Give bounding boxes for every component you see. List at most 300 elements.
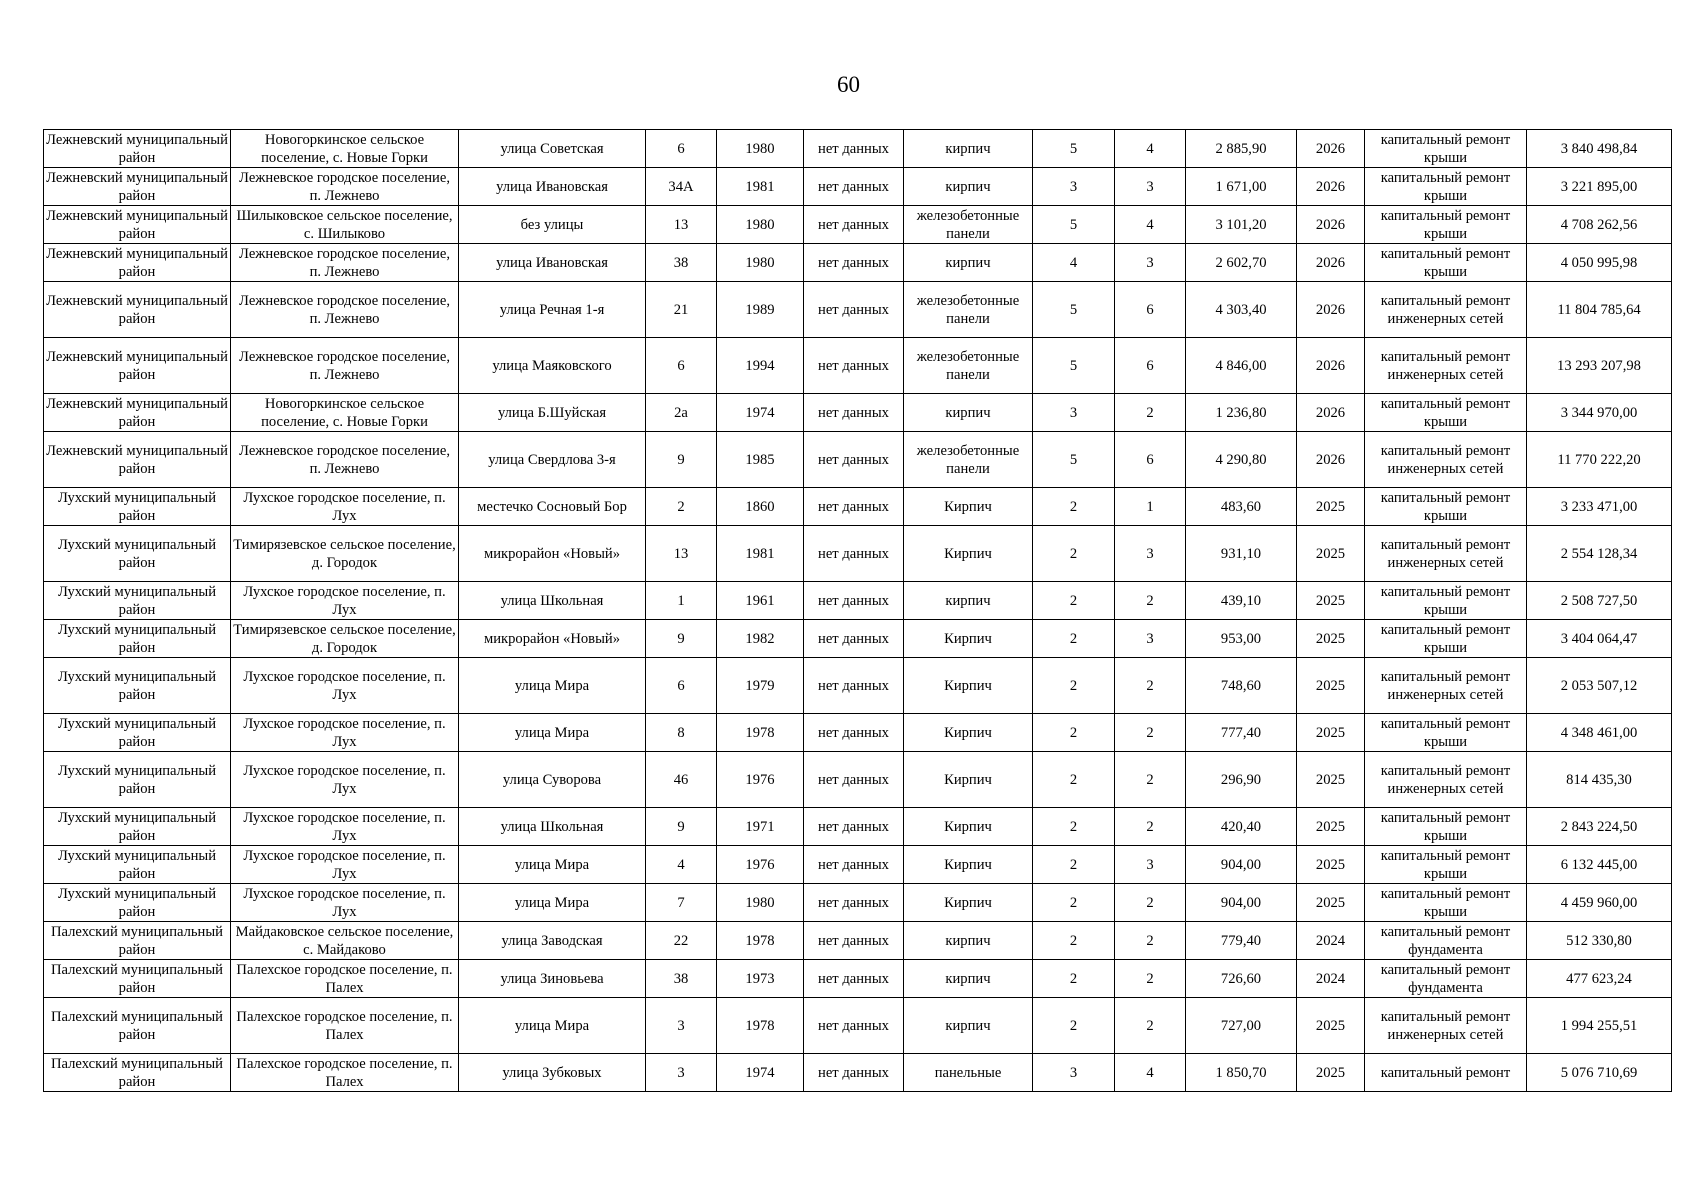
- street-cell: без улицы: [459, 206, 646, 244]
- commission-year-cell: нет данных: [804, 432, 904, 488]
- wall-material-cell: Кирпич: [904, 658, 1033, 714]
- floors-cell: 3: [1033, 394, 1115, 432]
- table-row: [44, 488, 1672, 526]
- settlement-cell: Лежневское городское поселение, п. Лежнево: [231, 244, 459, 282]
- table-row: [44, 244, 1672, 282]
- cost-cell: 11 804 785,64: [1527, 282, 1672, 338]
- table-row: [44, 338, 1672, 394]
- table-row: [44, 884, 1672, 922]
- entrances-cell: 2: [1115, 922, 1186, 960]
- cost-cell: 3 221 895,00: [1527, 168, 1672, 206]
- work-type-cell: капитальный ремонт крыши: [1365, 244, 1527, 282]
- wall-material-cell: Кирпич: [904, 714, 1033, 752]
- year-built-cell: 1973: [717, 960, 804, 998]
- settlement-cell: Лежневское городское поселение, п. Лежнево: [231, 168, 459, 206]
- commission-year-cell: нет данных: [804, 582, 904, 620]
- table-row: [44, 808, 1672, 846]
- house-number-cell: 8: [646, 714, 717, 752]
- commission-year-cell: нет данных: [804, 998, 904, 1054]
- year-built-cell: 1989: [717, 282, 804, 338]
- settlement-cell: Лухское городское поселение, п. Лух: [231, 582, 459, 620]
- year-built-cell: 1980: [717, 130, 804, 168]
- street-cell: улица Суворова: [459, 752, 646, 808]
- cost-cell: 2 554 128,34: [1527, 526, 1672, 582]
- entrances-cell: 3: [1115, 526, 1186, 582]
- planned-year-cell: 2025: [1297, 714, 1365, 752]
- table-row: [44, 206, 1672, 244]
- district-cell: Лухский муниципальный район: [44, 582, 231, 620]
- cost-cell: 512 330,80: [1527, 922, 1672, 960]
- street-cell: микрорайон «Новый»: [459, 620, 646, 658]
- year-built-cell: 1976: [717, 752, 804, 808]
- area-cell: 904,00: [1186, 884, 1297, 922]
- entrances-cell: 3: [1115, 168, 1186, 206]
- wall-material-cell: Кирпич: [904, 752, 1033, 808]
- entrances-cell: 3: [1115, 620, 1186, 658]
- cost-cell: 2 843 224,50: [1527, 808, 1672, 846]
- table-row: [44, 658, 1672, 714]
- page-number: 60: [837, 72, 860, 97]
- house-number-cell: 13: [646, 206, 717, 244]
- year-built-cell: 1978: [717, 998, 804, 1054]
- table-row: [44, 846, 1672, 884]
- work-type-cell: капитальный ремонт крыши: [1365, 620, 1527, 658]
- street-cell: улица Школьная: [459, 808, 646, 846]
- district-cell: Лежневский муниципальный район: [44, 244, 231, 282]
- year-built-cell: 1980: [717, 244, 804, 282]
- planned-year-cell: 2026: [1297, 244, 1365, 282]
- work-type-cell: капитальный ремонт крыши: [1365, 884, 1527, 922]
- district-cell: Лухский муниципальный район: [44, 488, 231, 526]
- area-cell: 483,60: [1186, 488, 1297, 526]
- wall-material-cell: кирпич: [904, 130, 1033, 168]
- area-cell: 2 885,90: [1186, 130, 1297, 168]
- wall-material-cell: кирпич: [904, 394, 1033, 432]
- floors-cell: 4: [1033, 244, 1115, 282]
- district-cell: Лежневский муниципальный район: [44, 432, 231, 488]
- year-built-cell: 1994: [717, 338, 804, 394]
- work-type-cell: капитальный ремонт крыши: [1365, 582, 1527, 620]
- district-cell: Лухский муниципальный район: [44, 714, 231, 752]
- planned-year-cell: 2025: [1297, 808, 1365, 846]
- cost-cell: 477 623,24: [1527, 960, 1672, 998]
- entrances-cell: 2: [1115, 394, 1186, 432]
- area-cell: 4 846,00: [1186, 338, 1297, 394]
- settlement-cell: Лухское городское поселение, п. Лух: [231, 884, 459, 922]
- area-cell: 777,40: [1186, 714, 1297, 752]
- commission-year-cell: нет данных: [804, 752, 904, 808]
- work-type-cell: капитальный ремонт инженерных сетей: [1365, 338, 1527, 394]
- floors-cell: 3: [1033, 1054, 1115, 1092]
- floors-cell: 2: [1033, 582, 1115, 620]
- district-cell: Палехский муниципальный район: [44, 998, 231, 1054]
- area-cell: 779,40: [1186, 922, 1297, 960]
- settlement-cell: Лежневское городское поселение, п. Лежнево: [231, 338, 459, 394]
- settlement-cell: Лухское городское поселение, п. Лух: [231, 714, 459, 752]
- street-cell: улица Речная 1-я: [459, 282, 646, 338]
- area-cell: 726,60: [1186, 960, 1297, 998]
- commission-year-cell: нет данных: [804, 282, 904, 338]
- table-row: [44, 714, 1672, 752]
- floors-cell: 2: [1033, 884, 1115, 922]
- street-cell: улица Зубковых: [459, 1054, 646, 1092]
- house-number-cell: 3: [646, 1054, 717, 1092]
- floors-cell: 2: [1033, 808, 1115, 846]
- settlement-cell: Лухское городское поселение, п. Лух: [231, 846, 459, 884]
- floors-cell: 2: [1033, 714, 1115, 752]
- wall-material-cell: Кирпич: [904, 488, 1033, 526]
- district-cell: Лухский муниципальный район: [44, 658, 231, 714]
- work-type-cell: капитальный ремонт крыши: [1365, 846, 1527, 884]
- year-built-cell: 1985: [717, 432, 804, 488]
- street-cell: улица Мира: [459, 884, 646, 922]
- table-row: [44, 168, 1672, 206]
- wall-material-cell: Кирпич: [904, 526, 1033, 582]
- table-row: [44, 998, 1672, 1054]
- work-type-cell: капитальный ремонт фундамента: [1365, 922, 1527, 960]
- area-cell: 904,00: [1186, 846, 1297, 884]
- house-number-cell: 3: [646, 998, 717, 1054]
- year-built-cell: 1981: [717, 168, 804, 206]
- floors-cell: 5: [1033, 338, 1115, 394]
- year-built-cell: 1976: [717, 846, 804, 884]
- work-type-cell: капитальный ремонт инженерных сетей: [1365, 282, 1527, 338]
- year-built-cell: 1980: [717, 884, 804, 922]
- wall-material-cell: кирпич: [904, 960, 1033, 998]
- entrances-cell: 2: [1115, 582, 1186, 620]
- year-built-cell: 1961: [717, 582, 804, 620]
- cost-cell: 2 053 507,12: [1527, 658, 1672, 714]
- wall-material-cell: Кирпич: [904, 884, 1033, 922]
- area-cell: 931,10: [1186, 526, 1297, 582]
- floors-cell: 2: [1033, 998, 1115, 1054]
- work-type-cell: капитальный ремонт инженерных сетей: [1365, 432, 1527, 488]
- entrances-cell: 6: [1115, 338, 1186, 394]
- area-cell: 1 236,80: [1186, 394, 1297, 432]
- cost-cell: 4 459 960,00: [1527, 884, 1672, 922]
- cost-cell: 1 994 255,51: [1527, 998, 1672, 1054]
- house-number-cell: 34А: [646, 168, 717, 206]
- table-row: [44, 394, 1672, 432]
- work-type-cell: капитальный ремонт крыши: [1365, 168, 1527, 206]
- cost-cell: 3 233 471,00: [1527, 488, 1672, 526]
- street-cell: улица Советская: [459, 130, 646, 168]
- district-cell: Лухский муниципальный район: [44, 620, 231, 658]
- settlement-cell: Палехское городское поселение, п. Палех: [231, 960, 459, 998]
- year-built-cell: 1981: [717, 526, 804, 582]
- wall-material-cell: Кирпич: [904, 808, 1033, 846]
- cost-cell: 13 293 207,98: [1527, 338, 1672, 394]
- entrances-cell: 2: [1115, 658, 1186, 714]
- table-row: [44, 960, 1672, 998]
- entrances-cell: 6: [1115, 282, 1186, 338]
- street-cell: улица Б.Шуйская: [459, 394, 646, 432]
- year-built-cell: 1979: [717, 658, 804, 714]
- settlement-cell: Палехское городское поселение, п. Палех: [231, 998, 459, 1054]
- wall-material-cell: кирпич: [904, 922, 1033, 960]
- house-number-cell: 9: [646, 620, 717, 658]
- wall-material-cell: железобетонные панели: [904, 206, 1033, 244]
- floors-cell: 5: [1033, 130, 1115, 168]
- commission-year-cell: нет данных: [804, 714, 904, 752]
- year-built-cell: 1974: [717, 1054, 804, 1092]
- commission-year-cell: нет данных: [804, 394, 904, 432]
- settlement-cell: Тимирязевское сельское поселение, д. Городок: [231, 620, 459, 658]
- district-cell: Лухский муниципальный район: [44, 846, 231, 884]
- settlement-cell: Майдаковское сельское поселение, с. Майдаково: [231, 922, 459, 960]
- table-row: [44, 582, 1672, 620]
- table-row: [44, 282, 1672, 338]
- house-number-cell: 46: [646, 752, 717, 808]
- entrances-cell: 2: [1115, 808, 1186, 846]
- street-cell: улица Зиновьева: [459, 960, 646, 998]
- house-number-cell: 13: [646, 526, 717, 582]
- wall-material-cell: железобетонные панели: [904, 282, 1033, 338]
- floors-cell: 2: [1033, 752, 1115, 808]
- house-number-cell: 6: [646, 130, 717, 168]
- entrances-cell: 1: [1115, 488, 1186, 526]
- planned-year-cell: 2026: [1297, 432, 1365, 488]
- commission-year-cell: нет данных: [804, 658, 904, 714]
- area-cell: 748,60: [1186, 658, 1297, 714]
- street-cell: улица Ивановская: [459, 168, 646, 206]
- district-cell: Лухский муниципальный район: [44, 884, 231, 922]
- floors-cell: 2: [1033, 922, 1115, 960]
- cost-cell: 4 348 461,00: [1527, 714, 1672, 752]
- floors-cell: 5: [1033, 206, 1115, 244]
- street-cell: улица Школьная: [459, 582, 646, 620]
- street-cell: улица Мира: [459, 998, 646, 1054]
- settlement-cell: Лухское городское поселение, п. Лух: [231, 752, 459, 808]
- district-cell: Лухский муниципальный район: [44, 808, 231, 846]
- wall-material-cell: кирпич: [904, 998, 1033, 1054]
- commission-year-cell: нет данных: [804, 244, 904, 282]
- area-cell: 1 671,00: [1186, 168, 1297, 206]
- cost-cell: 11 770 222,20: [1527, 432, 1672, 488]
- planned-year-cell: 2025: [1297, 488, 1365, 526]
- district-cell: Палехский муниципальный район: [44, 960, 231, 998]
- area-cell: 2 602,70: [1186, 244, 1297, 282]
- area-cell: 727,00: [1186, 998, 1297, 1054]
- commission-year-cell: нет данных: [804, 884, 904, 922]
- house-number-cell: 1: [646, 582, 717, 620]
- table-row: [44, 526, 1672, 582]
- street-cell: местечко Сосновый Бор: [459, 488, 646, 526]
- cost-cell: 6 132 445,00: [1527, 846, 1672, 884]
- settlement-cell: Лухское городское поселение, п. Лух: [231, 808, 459, 846]
- district-cell: Лухский муниципальный район: [44, 526, 231, 582]
- entrances-cell: 4: [1115, 130, 1186, 168]
- cost-cell: 3 840 498,84: [1527, 130, 1672, 168]
- wall-material-cell: панельные: [904, 1054, 1033, 1092]
- area-cell: 953,00: [1186, 620, 1297, 658]
- work-type-cell: капитальный ремонт крыши: [1365, 394, 1527, 432]
- area-cell: 420,40: [1186, 808, 1297, 846]
- wall-material-cell: железобетонные панели: [904, 432, 1033, 488]
- street-cell: улица Мира: [459, 846, 646, 884]
- work-type-cell: капитальный ремонт крыши: [1365, 714, 1527, 752]
- street-cell: улица Заводская: [459, 922, 646, 960]
- work-type-cell: капитальный ремонт инженерных сетей: [1365, 998, 1527, 1054]
- cost-cell: 2 508 727,50: [1527, 582, 1672, 620]
- commission-year-cell: нет данных: [804, 338, 904, 394]
- entrances-cell: 2: [1115, 714, 1186, 752]
- settlement-cell: Тимирязевское сельское поселение, д. Городок: [231, 526, 459, 582]
- district-cell: Лежневский муниципальный район: [44, 130, 231, 168]
- planned-year-cell: 2026: [1297, 338, 1365, 394]
- commission-year-cell: нет данных: [804, 620, 904, 658]
- table-row: [44, 752, 1672, 808]
- settlement-cell: Лежневское городское поселение, п. Лежнево: [231, 432, 459, 488]
- planned-year-cell: 2025: [1297, 1054, 1365, 1092]
- cost-cell: 3 344 970,00: [1527, 394, 1672, 432]
- house-number-cell: 22: [646, 922, 717, 960]
- wall-material-cell: кирпич: [904, 168, 1033, 206]
- commission-year-cell: нет данных: [804, 206, 904, 244]
- floors-cell: 2: [1033, 620, 1115, 658]
- house-number-cell: 9: [646, 432, 717, 488]
- commission-year-cell: нет данных: [804, 488, 904, 526]
- wall-material-cell: кирпич: [904, 244, 1033, 282]
- settlement-cell: Шилыковское сельское поселение, с. Шилыково: [231, 206, 459, 244]
- floors-cell: 2: [1033, 846, 1115, 884]
- year-built-cell: 1974: [717, 394, 804, 432]
- area-cell: 3 101,20: [1186, 206, 1297, 244]
- planned-year-cell: 2025: [1297, 752, 1365, 808]
- work-type-cell: капитальный ремонт инженерных сетей: [1365, 752, 1527, 808]
- district-cell: Лухский муниципальный район: [44, 752, 231, 808]
- commission-year-cell: нет данных: [804, 808, 904, 846]
- work-type-cell: капитальный ремонт: [1365, 1054, 1527, 1092]
- area-cell: 439,10: [1186, 582, 1297, 620]
- district-cell: Палехский муниципальный район: [44, 1054, 231, 1092]
- street-cell: улица Мира: [459, 658, 646, 714]
- cost-cell: 5 076 710,69: [1527, 1054, 1672, 1092]
- work-type-cell: капитальный ремонт инженерных сетей: [1365, 526, 1527, 582]
- wall-material-cell: железобетонные панели: [904, 338, 1033, 394]
- planned-year-cell: 2026: [1297, 282, 1365, 338]
- year-built-cell: 1982: [717, 620, 804, 658]
- street-cell: улица Маяковского: [459, 338, 646, 394]
- planned-year-cell: 2026: [1297, 130, 1365, 168]
- entrances-cell: 6: [1115, 432, 1186, 488]
- house-number-cell: 6: [646, 658, 717, 714]
- cost-cell: 4 050 995,98: [1527, 244, 1672, 282]
- commission-year-cell: нет данных: [804, 960, 904, 998]
- table-row: [44, 432, 1672, 488]
- planned-year-cell: 2026: [1297, 394, 1365, 432]
- street-cell: улица Ивановская: [459, 244, 646, 282]
- house-number-cell: 38: [646, 244, 717, 282]
- planned-year-cell: 2024: [1297, 960, 1365, 998]
- work-type-cell: капитальный ремонт крыши: [1365, 488, 1527, 526]
- area-cell: 4 303,40: [1186, 282, 1297, 338]
- house-number-cell: 7: [646, 884, 717, 922]
- floors-cell: 2: [1033, 488, 1115, 526]
- house-number-cell: 2а: [646, 394, 717, 432]
- commission-year-cell: нет данных: [804, 1054, 904, 1092]
- floors-cell: 3: [1033, 168, 1115, 206]
- entrances-cell: 3: [1115, 846, 1186, 884]
- planned-year-cell: 2026: [1297, 206, 1365, 244]
- settlement-cell: Палехское городское поселение, п. Палех: [231, 1054, 459, 1092]
- commission-year-cell: нет данных: [804, 130, 904, 168]
- street-cell: улица Мира: [459, 714, 646, 752]
- planned-year-cell: 2025: [1297, 526, 1365, 582]
- street-cell: микрорайон «Новый»: [459, 526, 646, 582]
- planned-year-cell: 2025: [1297, 582, 1365, 620]
- district-cell: Лежневский муниципальный район: [44, 338, 231, 394]
- planned-year-cell: 2025: [1297, 884, 1365, 922]
- entrances-cell: 2: [1115, 752, 1186, 808]
- district-cell: Лежневский муниципальный район: [44, 394, 231, 432]
- year-built-cell: 1978: [717, 922, 804, 960]
- year-built-cell: 1860: [717, 488, 804, 526]
- table-row: [44, 922, 1672, 960]
- planned-year-cell: 2025: [1297, 998, 1365, 1054]
- house-number-cell: 2: [646, 488, 717, 526]
- work-type-cell: капитальный ремонт фундамента: [1365, 960, 1527, 998]
- wall-material-cell: кирпич: [904, 582, 1033, 620]
- commission-year-cell: нет данных: [804, 922, 904, 960]
- commission-year-cell: нет данных: [804, 168, 904, 206]
- table-row: [44, 620, 1672, 658]
- wall-material-cell: Кирпич: [904, 846, 1033, 884]
- year-built-cell: 1980: [717, 206, 804, 244]
- entrances-cell: 2: [1115, 884, 1186, 922]
- district-cell: Лежневский муниципальный район: [44, 206, 231, 244]
- table-body: [44, 130, 1672, 1092]
- settlement-cell: Лухское городское поселение, п. Лух: [231, 488, 459, 526]
- settlement-cell: Новогоркинское сельское поселение, с. Новые Горки: [231, 130, 459, 168]
- table-row: [44, 1054, 1672, 1092]
- district-cell: Лежневский муниципальный район: [44, 282, 231, 338]
- planned-year-cell: 2025: [1297, 658, 1365, 714]
- settlement-cell: Новогоркинское сельское поселение, с. Новые Горки: [231, 394, 459, 432]
- commission-year-cell: нет данных: [804, 846, 904, 884]
- district-cell: Лежневский муниципальный район: [44, 168, 231, 206]
- district-cell: Палехский муниципальный район: [44, 922, 231, 960]
- commission-year-cell: нет данных: [804, 526, 904, 582]
- area-cell: 4 290,80: [1186, 432, 1297, 488]
- wall-material-cell: Кирпич: [904, 620, 1033, 658]
- planned-year-cell: 2024: [1297, 922, 1365, 960]
- floors-cell: 2: [1033, 658, 1115, 714]
- settlement-cell: Лухское городское поселение, п. Лух: [231, 658, 459, 714]
- year-built-cell: 1971: [717, 808, 804, 846]
- entrances-cell: 2: [1115, 998, 1186, 1054]
- house-number-cell: 21: [646, 282, 717, 338]
- house-number-cell: 6: [646, 338, 717, 394]
- entrances-cell: 4: [1115, 1054, 1186, 1092]
- planned-year-cell: 2026: [1297, 168, 1365, 206]
- year-built-cell: 1978: [717, 714, 804, 752]
- work-type-cell: капитальный ремонт крыши: [1365, 206, 1527, 244]
- house-number-cell: 4: [646, 846, 717, 884]
- floors-cell: 2: [1033, 960, 1115, 998]
- planned-year-cell: 2025: [1297, 846, 1365, 884]
- housing-repair-table: [43, 129, 1672, 1092]
- table-row: [44, 130, 1672, 168]
- settlement-cell: Лежневское городское поселение, п. Лежнево: [231, 282, 459, 338]
- planned-year-cell: 2025: [1297, 620, 1365, 658]
- entrances-cell: 3: [1115, 244, 1186, 282]
- floors-cell: 5: [1033, 282, 1115, 338]
- house-number-cell: 9: [646, 808, 717, 846]
- house-number-cell: 38: [646, 960, 717, 998]
- cost-cell: 4 708 262,56: [1527, 206, 1672, 244]
- cost-cell: 814 435,30: [1527, 752, 1672, 808]
